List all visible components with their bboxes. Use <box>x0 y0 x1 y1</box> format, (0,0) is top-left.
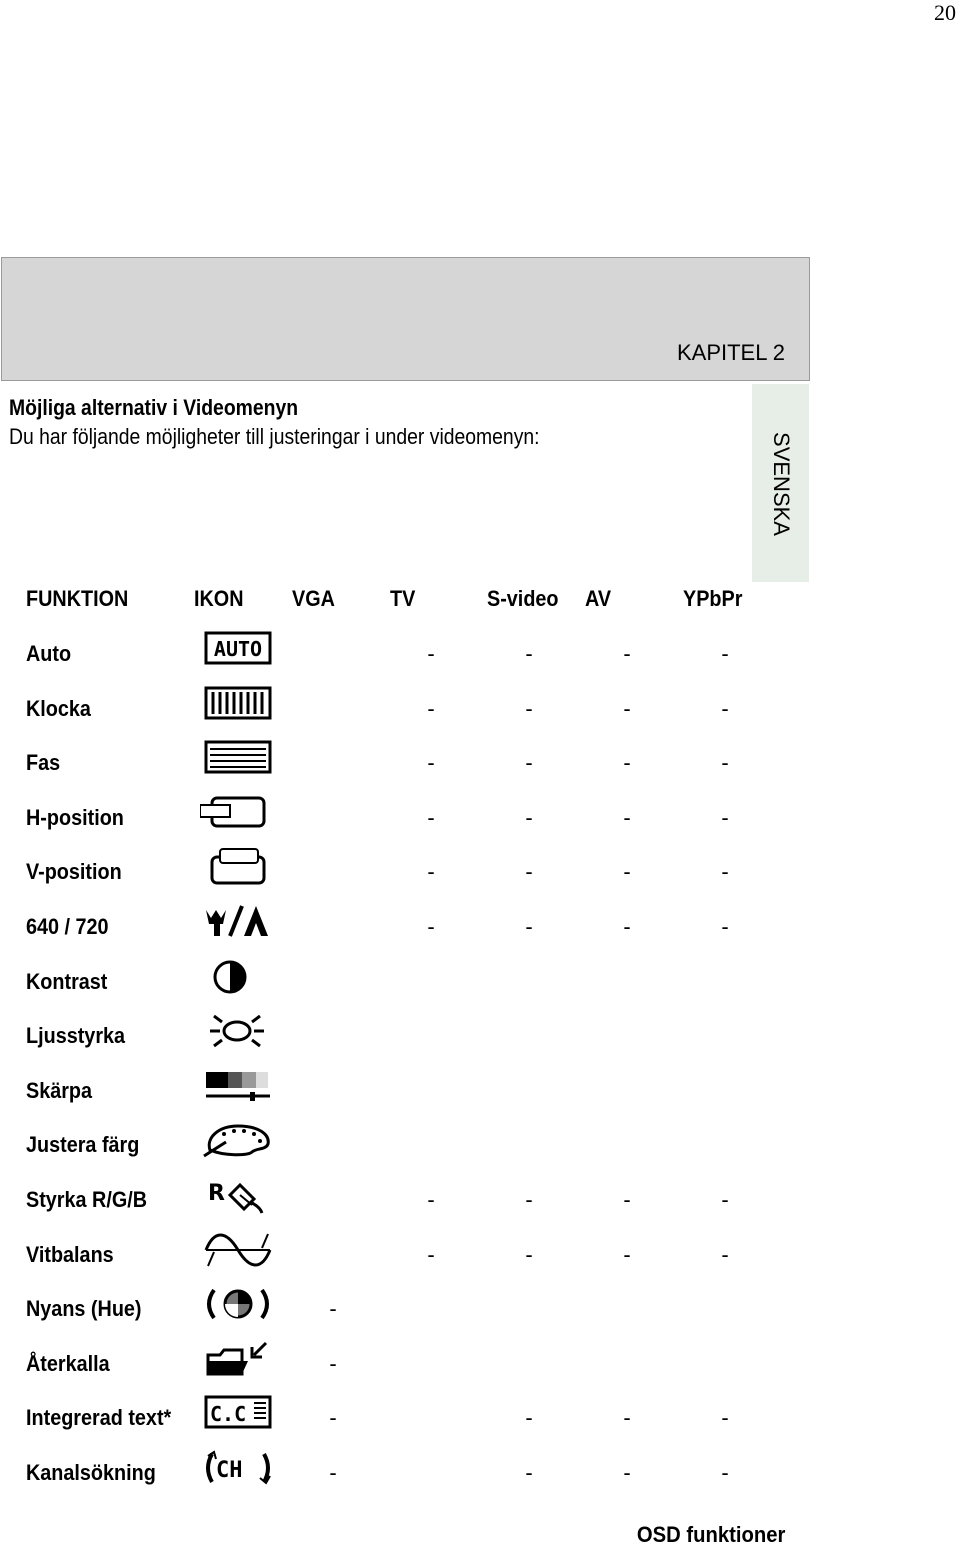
table-row <box>0 637 960 695</box>
availability-mark: - <box>525 1405 533 1431</box>
table-row <box>0 1181 960 1241</box>
function-name: Integrerad text* <box>26 1405 172 1431</box>
table-row <box>0 969 960 1023</box>
availability-mark: - <box>329 1460 337 1485</box>
table-row <box>0 914 960 968</box>
availability-mark: - <box>721 750 729 776</box>
availability-mark: - <box>721 1187 729 1212</box>
contrast-icon <box>200 957 274 997</box>
function-name: Återkalla <box>26 1350 110 1376</box>
svg-text:AUTO: AUTO <box>213 637 263 661</box>
v-position-icon <box>200 847 274 887</box>
svg-text:R: R <box>208 1181 225 1206</box>
table-row <box>0 1242 960 1296</box>
function-name: Vitbalans <box>26 1241 114 1267</box>
function-name: Styrka R/G/B <box>26 1187 148 1212</box>
availability-mark: - <box>525 1241 533 1267</box>
availability-mark: - <box>721 1241 729 1267</box>
availability-mark: - <box>721 804 729 830</box>
availability-mark: - <box>623 1460 631 1485</box>
header-ypbpr: YPbPr <box>683 586 743 611</box>
table-row <box>0 696 960 750</box>
function-name: Kontrast <box>26 968 108 994</box>
availability-mark: - <box>427 804 435 830</box>
function-name: H-position <box>26 804 124 830</box>
header-funktion: FUNKTION <box>26 586 129 611</box>
table-row <box>0 1351 960 1405</box>
section-title: Möjliga alternativ i Videomenyn <box>9 395 299 420</box>
header-ikon: IKON <box>194 586 244 611</box>
availability-mark: - <box>525 804 533 830</box>
availability-mark: - <box>623 1187 631 1212</box>
header-vga: VGA <box>292 586 335 611</box>
table-row <box>0 1078 960 1132</box>
table-row <box>0 1460 960 1514</box>
function-name: Ljusstyrka <box>26 1023 126 1049</box>
section-subtitle: Du har följande möjligheter till justeringar i under videomenyn: <box>9 424 540 449</box>
table-row <box>0 750 960 804</box>
header-tv: TV <box>390 586 416 611</box>
language-tab <box>752 384 809 582</box>
auto-icon <box>200 629 274 669</box>
function-name: 640 / 720 <box>26 914 109 939</box>
h-position-icon <box>200 793 274 833</box>
phase-lines-icon <box>200 738 274 778</box>
header-svideo: S-video <box>487 586 559 611</box>
availability-mark: - <box>427 641 435 666</box>
availability-mark: - <box>623 695 631 721</box>
chapter-header-box <box>1 257 810 381</box>
resolution-icon <box>200 902 274 942</box>
availability-mark: - <box>329 1405 337 1431</box>
availability-mark: - <box>525 914 533 939</box>
availability-mark: - <box>329 1350 337 1376</box>
header-av: AV <box>585 586 612 611</box>
svg-text:C.C: C.C <box>210 1402 247 1427</box>
function-name: V-position <box>26 859 122 885</box>
function-name: Kanalsökning <box>26 1460 156 1485</box>
clock-bars-icon <box>200 684 274 724</box>
availability-mark: - <box>623 859 631 885</box>
availability-mark: - <box>623 1405 631 1431</box>
white-balance-wave-icon <box>200 1230 274 1270</box>
palette-icon <box>200 1120 274 1160</box>
availability-mark: - <box>525 1187 533 1212</box>
closed-caption-icon <box>200 1393 274 1433</box>
availability-mark: - <box>427 1187 435 1212</box>
availability-mark: - <box>427 750 435 776</box>
availability-mark: - <box>623 641 631 666</box>
availability-mark: - <box>525 695 533 721</box>
rgb-strength-icon <box>200 1175 274 1215</box>
availability-mark: - <box>525 859 533 885</box>
function-name: Nyans (Hue) <box>26 1296 142 1322</box>
availability-mark: - <box>427 859 435 885</box>
availability-mark: - <box>721 641 729 666</box>
availability-mark: - <box>721 859 729 885</box>
chapter-label: KAPITEL 2 <box>676 340 785 365</box>
availability-mark: - <box>721 914 729 939</box>
availability-mark: - <box>525 750 533 776</box>
function-name: Justera färg <box>26 1132 140 1158</box>
availability-mark: - <box>721 1405 729 1431</box>
availability-mark: - <box>427 1241 435 1267</box>
table-row <box>0 1296 960 1350</box>
table-row <box>0 1402 960 1459</box>
channel-search-icon <box>200 1448 274 1488</box>
footer-label: OSD funktioner <box>636 1522 785 1547</box>
availability-mark: - <box>427 695 435 721</box>
table-row <box>0 805 960 859</box>
brightness-icon <box>200 1011 274 1051</box>
sharpness-icon <box>200 1066 274 1106</box>
availability-mark: - <box>721 695 729 721</box>
table-row <box>0 1132 960 1186</box>
language-label: SVENSKA <box>768 432 794 536</box>
availability-mark: - <box>623 914 631 939</box>
recall-folder-icon <box>200 1339 274 1379</box>
availability-mark: - <box>623 750 631 776</box>
page-number: 20 <box>934 0 956 25</box>
function-name: Auto <box>26 641 72 666</box>
hue-icon <box>200 1284 274 1324</box>
svg-text:CH: CH <box>216 1458 243 1483</box>
availability-mark: - <box>525 641 533 666</box>
availability-mark: - <box>427 914 435 939</box>
function-name: Fas <box>26 750 61 776</box>
table-row <box>0 1023 960 1077</box>
table-row <box>0 859 960 913</box>
availability-mark: - <box>329 1296 337 1322</box>
availability-mark: - <box>623 804 631 830</box>
availability-mark: - <box>721 1460 729 1485</box>
function-name: Klocka <box>26 695 91 721</box>
function-name: Skärpa <box>26 1077 93 1103</box>
availability-mark: - <box>525 1460 533 1485</box>
availability-mark: - <box>623 1241 631 1267</box>
